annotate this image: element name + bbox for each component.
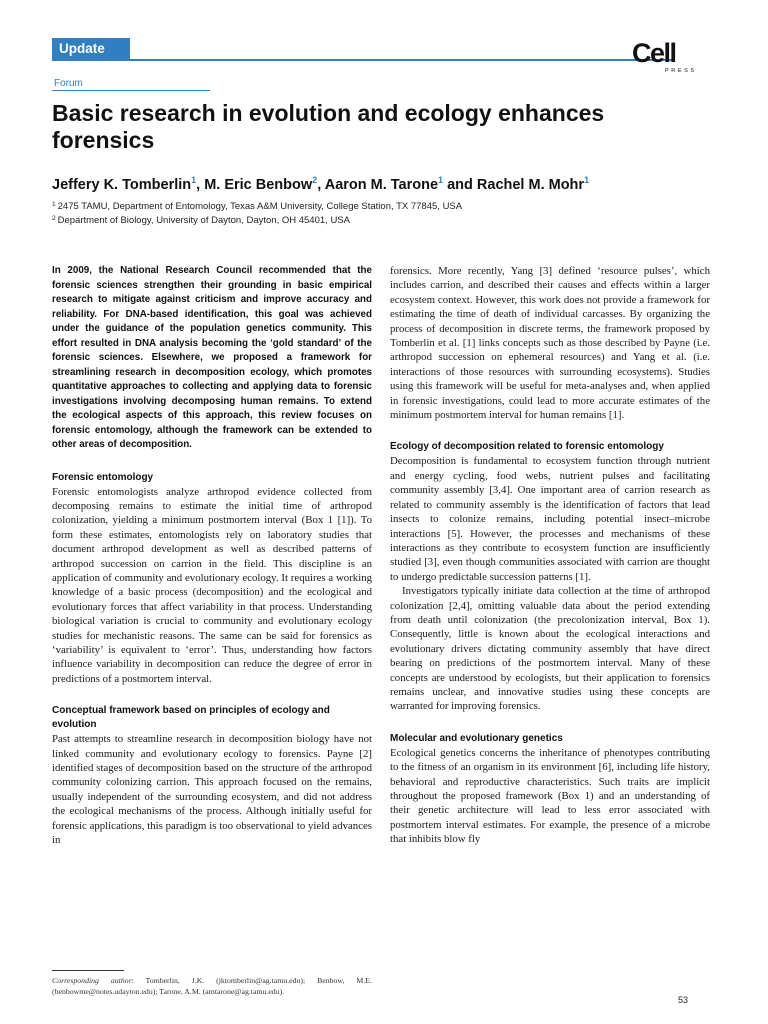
author-affiliation-mark: 1 bbox=[191, 175, 197, 185]
right-column bbox=[390, 264, 710, 847]
section-heading: Conceptual framework based on principles of ecology and evolution bbox=[52, 705, 330, 731]
category-rule bbox=[52, 90, 210, 91]
author-name: M. Eric Benbow bbox=[204, 177, 313, 193]
category-label: Forum bbox=[54, 78, 83, 89]
body-paragraph: Ecological genetics concerns the inheritance of phenotypes contributing to the fitness of an organism in its environment [6], including life history, behavioral and reproductive characteristics. Such traits are implicit throughout the proposed framework (Box 1) and an understanding of their genetic architecture will lead to less error associated with postmortem interval estimates. For example, the presence of a microbe that inhibits blow fly bbox=[390, 746, 710, 846]
affiliation-number: 1 bbox=[52, 201, 56, 208]
author-name: Rachel M. Mohr bbox=[476, 177, 585, 193]
author-affiliation-mark: 1 bbox=[584, 175, 590, 185]
author-list bbox=[52, 170, 712, 195]
affiliation-2 bbox=[52, 212, 712, 227]
section-heading: Forensic entomology bbox=[52, 471, 154, 483]
body-paragraph: forensics. More recently, Yang [3] defined ‘resource pulses’, which includes carrion, and described their causes and effects within a larger ecosystem context. However, this work does not provide a framework for estimating the time of death of individual carcasses. By organizing the process of decomposition in discrete terms, the framework proposed by Tomberlin et al. [1] links concepts such as those described by Payne (i.e. arthropod succession on ephemeral resources) and Yang et al. (i.e. interactions of those resources with surrounding ecosystems). Studies using this framework will be useful for meta-analyses and, when applied in forensic investigations, could lead to more accurate estimates of the minimum postmortem interval for human remains [1]. bbox=[390, 265, 710, 422]
footnote-rule bbox=[52, 970, 124, 971]
affiliation-text: 2475 TAMU, Department of Entomology, Texas A&M University, College Station, TX 77845, USA bbox=[57, 201, 463, 212]
cell-press-logo: Cell bbox=[632, 38, 676, 68]
cell-press-logo-sub: PRESS bbox=[665, 68, 697, 74]
abstract: In 2009, the National Research Council recommended that the forensic sciences strengthen their grounding in basic empirical research to mitigate against criticism and improve accuracy and reliability. For DNA-based identification, this goal was achieved under the guidance of the population genetics community. This effort resulted in DNA analysis becoming the ‘gold standard’ of the forensic sciences. Elsewhere, we proposed a framework for streamlining research in decomposition ecology, which promotes quantitative approaches to collecting and applying data to forensic investigations involving decomposing human remains. To extend the ecological aspects of this approach, this review focuses on forensic entomology, although the framework can be extended to other areas of decomposition. bbox=[52, 265, 372, 450]
page-number: 53 bbox=[678, 995, 689, 1005]
author-name: Jeffery K. Tomberlin bbox=[52, 177, 192, 193]
author-name: Aaron M. Tarone bbox=[324, 177, 439, 193]
header-rule bbox=[52, 59, 674, 61]
left-column bbox=[52, 264, 372, 847]
body-paragraph: Decomposition is fundamental to ecosystem function through nutrient and energy cycling, food webs, nutrient pulses and facilitating community assembly [3,4]. One important area of carrion research as related to community assembly is the identification of factors that lead insects to colonize remains, including potential insect–microbe interactions [5]. However, the processes and mechanisms of these interactions as they contribute to ecosystem function are insufficiently studied [3], even though communities associated with carrion are thought to undergo predictable succession patterns [1]. bbox=[390, 455, 710, 583]
author-affiliation-mark: 1 bbox=[438, 175, 444, 185]
author-and: and bbox=[443, 177, 477, 193]
footnote-label: Corresponding author bbox=[52, 976, 132, 985]
section-heading: Ecology of decomposition related to forensic entomology bbox=[390, 441, 664, 453]
affiliation-text: Department of Biology, University of Dayton, Dayton, OH 45401, USA bbox=[57, 215, 350, 226]
section-tab: Update bbox=[52, 38, 130, 59]
author-affiliation-mark: 2 bbox=[312, 175, 318, 185]
author-separator: , bbox=[196, 177, 205, 193]
footnote-text: : Tomberlin, J.K. (jktomberlin@ag.tamu.edu); Benbow, M.E. (benbowme@notes.udayton.edu); Tarone, A.M. (amtarone@ag.tamu.edu). bbox=[52, 976, 372, 996]
author-separator: , bbox=[317, 177, 325, 193]
affiliation-number: 2 bbox=[52, 215, 56, 222]
article-title: Basic research in evolution and ecology enhances forensics bbox=[52, 100, 605, 153]
body-paragraph: Forensic entomologists analyze arthropod evidence collected from decomposing remains to estimate the initial time of arthropod colonization, yielding a minimum postmortem interval (Box 1 [1]). To form these estimates, entomologists rely on laboratory studies that document arthropod development as well as described patterns of arthropod succession on carrion in the field. This discipline is an application of community and evolutionary ecology. It requires a working knowledge of a basic process (decomposition) and the ecological and evolutionary forces that affect variability in that process. Understanding biological variation is crucial to community and evolutionary ecology studies for mechanistic reasons. The same can be said for forensics as ‘variability’ is equivalent to ‘error’. Thus, understanding how factors influence variability in decomposition can reduce the degree of error in predictions of a postmortem interval. bbox=[52, 485, 372, 685]
section-heading: Molecular and evolutionary genetics bbox=[390, 732, 563, 744]
affiliation-1 bbox=[52, 198, 712, 213]
body-paragraph: Past attempts to streamline research in decomposition biology have not linked community and evolutionary ecology to forensics. Payne [2] identified stages of decomposition based on the structure of the arthropod community colonizing carrion. This approach focused on the remains, usually independent of the surrounding ecosystem, and did not address the ecological mechanisms of the process. Although initially useful for forensic applications, this paradigm is too observational to yield advances in bbox=[52, 733, 372, 847]
body-paragraph: Investigators typically initiate data collection at the time of arthropod colonization [2,4], omitting valuable data about the period extending from death until colonization (the precolonization interval, Box 1). Consequently, little is known about the ecological interactions and evolutionary drivers dictating community assembly that have direct bearing on predictions of the postmortem interval. Many of these concepts are understood by ecologists, but their application to forensics remains unclear, and innovative studies using these concepts are warranted for improving forensics. bbox=[390, 585, 710, 713]
corresponding-author-footnote bbox=[52, 975, 372, 997]
